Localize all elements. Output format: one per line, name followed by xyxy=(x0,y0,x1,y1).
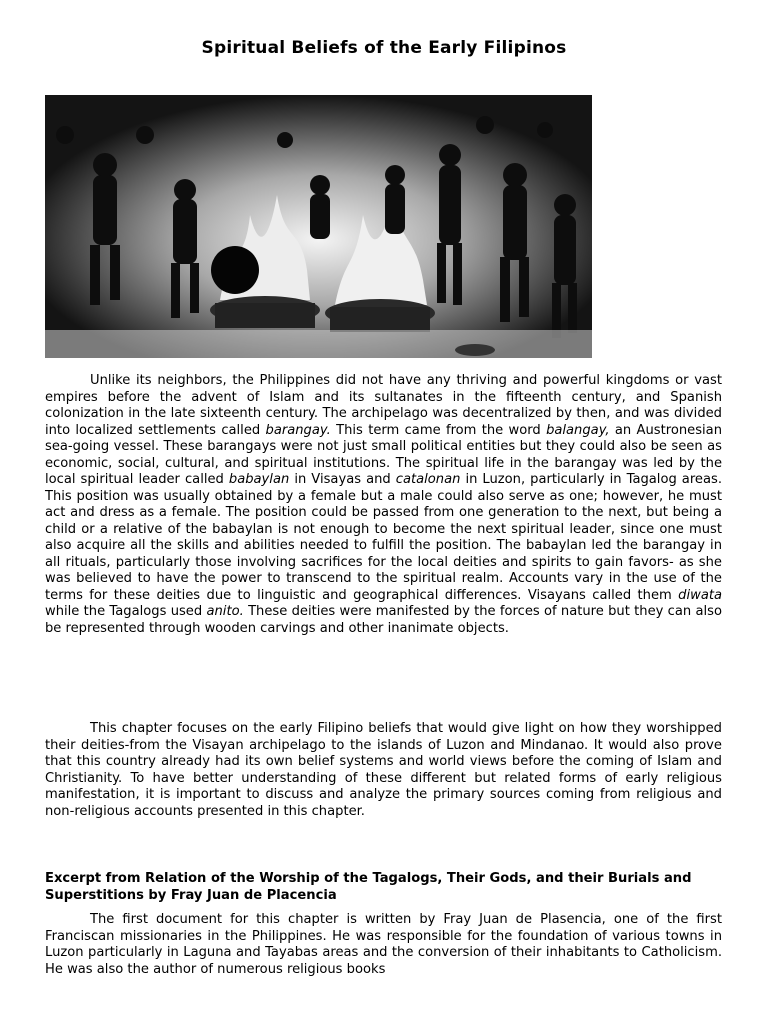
text-run: an Austronesian sea-going vessel. These barangays were not just small political entities but they could also be seen as economic, social, cultural, and spiritual institutions. The spiritual life in the barangay was led by the local spiritual leader called xyxy=(45,422,723,487)
section-heading: Excerpt from Relation of the Worship of the Tagalogs, Their Gods, and their Burials and Superstitions by Fray Juan de Placencia xyxy=(45,871,692,903)
engraving-image xyxy=(45,95,592,358)
term-diwata: diwata xyxy=(678,587,722,603)
term-babaylan: babaylan xyxy=(228,472,290,487)
paragraph-chapter-focus: This chapter focuses on the early Filipino beliefs that would give light on how they worshipped their deities-from the Visayan archipelago to the islands of Luzon and Mindanao. It would also prove that this country already had its own belief systems and world views before the coming of Islam and Christianity. To have better understanding of these different but related forms of early religious manifestation, it is important to discuss and analyze the primary sources coming from religious and non-religious accounts presented in this chapter. xyxy=(45,721,722,819)
term-catalonan: catalonan xyxy=(395,472,461,487)
text-run: while the Tagalogs used xyxy=(45,604,207,619)
text-run: in Visayas and xyxy=(289,472,396,487)
term-barangay: barangay. xyxy=(265,422,331,438)
term-balangay: balangay, xyxy=(546,422,610,438)
term-anito: anito. xyxy=(206,604,244,619)
text-run: This term came from the word xyxy=(330,422,547,438)
paragraph-first-document: The first document for this chapter is written by Fray Juan de Plasencia, one of the first Franciscan missionaries in the Philippines. He was responsible for the foundation of various towns in Luzon particularly in Laguna and Tayabas areas and the conversion of their inhabitants to Catholicism. He was also the author of numerous religious books xyxy=(45,912,722,977)
ritual-dance-illustration xyxy=(45,95,592,358)
paragraph-introduction xyxy=(45,373,722,637)
text-run: These deities were manifested by the forces of nature but they can also be represented through wooden carvings and other inanimate objects. xyxy=(45,604,722,636)
text-run: Unlike its neighbors, the Philippines did not have any thriving and powerful kingdoms or vast empires before the advent of Islam and its sultanates in the fifteenth century, and Spanish colonization in the late sixteenth century. The archipelago was decentralized by then, and was divided into localized settlements called xyxy=(45,373,722,438)
page-title: Spiritual Beliefs of the Early Filipinos xyxy=(201,38,567,58)
text-run: in Luzon, particularly in Tagalog areas. This position was usually obtained by a female but a male could also serve as one; however, he must act and dress as a female. The position could be passed from one generation to the next, but being a child or a relative of the babaylan is not enough to become the next spiritual leader, since one must also acquire all the skills and abilities needed to fulfill the position. The babaylan led the barangay in all rituals, particularly those involving sacrifices for the local deities and spirits to gain favors- as she was believed to have the power to transcend to the spiritual realm. Accounts vary in the use of the terms for these deities due to linguistic and geographical differences. Visayans called them xyxy=(45,472,722,603)
